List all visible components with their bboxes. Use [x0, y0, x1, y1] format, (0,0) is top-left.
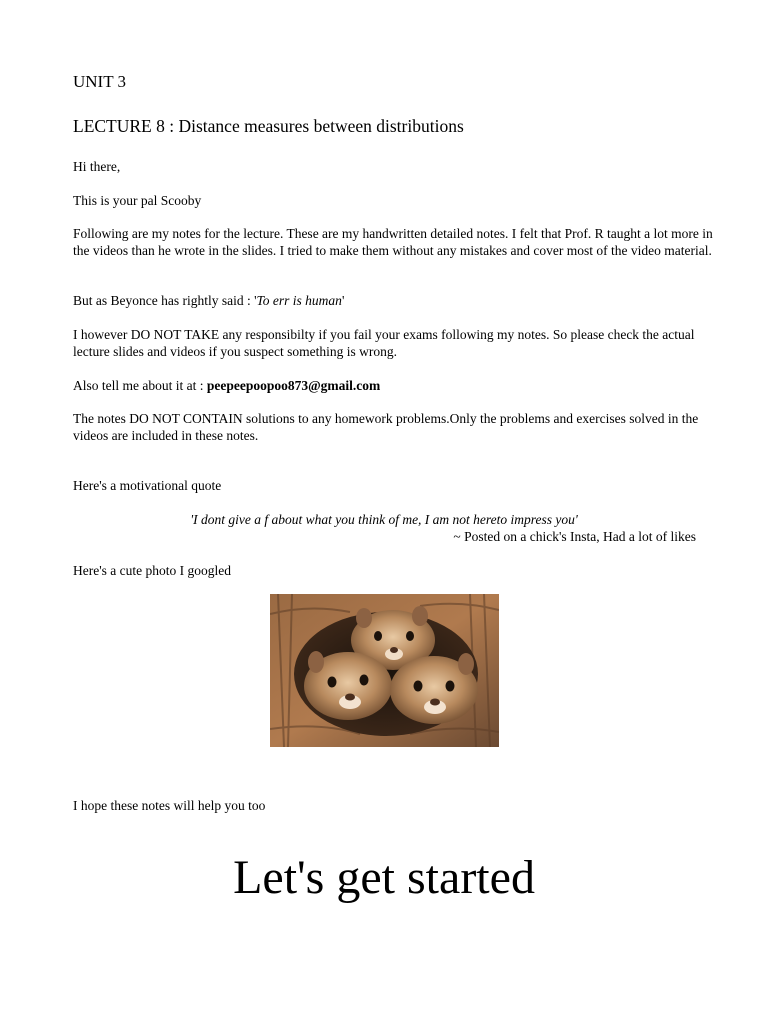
lecture-label: LECTURE 8	[73, 116, 170, 136]
disclaimer-paragraph: I however DO NOT TAKE any responsibilty if you fail your exams following my notes. So please check the actual lecture slides and videos if you suspect something is wrong.	[73, 327, 695, 359]
homework-paragraph: The notes DO NOT CONTAIN solutions to any homework problems.Only the problems and exercises solved in the videos are included in these notes.	[73, 411, 699, 443]
contact-line	[73, 377, 380, 394]
lecture-heading	[73, 115, 464, 137]
quote-attribution: ~ Posted on a chick's Insta, Had a lot of likes	[453, 529, 696, 544]
beyonce-prefix: But as Beyonce has rightly said : '	[73, 293, 257, 308]
squirrels-photo	[270, 594, 499, 747]
squirrels-photo-icon	[270, 594, 499, 747]
motivational-intro: Here's a motivational quote	[73, 478, 222, 493]
contact-email: peepeepoopoo873@gmail.com	[206, 378, 381, 393]
photo-intro: Here's a cute photo I googled	[73, 563, 232, 578]
unit-heading: UNIT 3	[73, 72, 127, 91]
lecture-title: : Distance measures between distributions	[169, 116, 464, 136]
hope-text: I hope these notes will help you too	[73, 798, 266, 813]
intro-text: This is your pal Scooby	[73, 193, 202, 208]
contact-prefix: Also tell me about it at :	[73, 378, 207, 393]
motivational-quote: 'I dont give a f about what you think of me, I am not hereto impress you'	[190, 512, 578, 527]
closing-heading: Let's get started	[233, 851, 535, 904]
notes-paragraph: Following are my notes for the lecture. These are my handwritten detailed notes. I felt that Prof. R taught a lot more in the videos than he wrote in the slides. I tried to make them without any mistakes and cover most of the video material.	[73, 226, 713, 258]
greeting-text: Hi there,	[73, 159, 121, 174]
beyonce-suffix: '	[341, 293, 345, 308]
beyonce-quote: To err is human	[256, 293, 342, 308]
beyonce-line	[73, 292, 344, 309]
